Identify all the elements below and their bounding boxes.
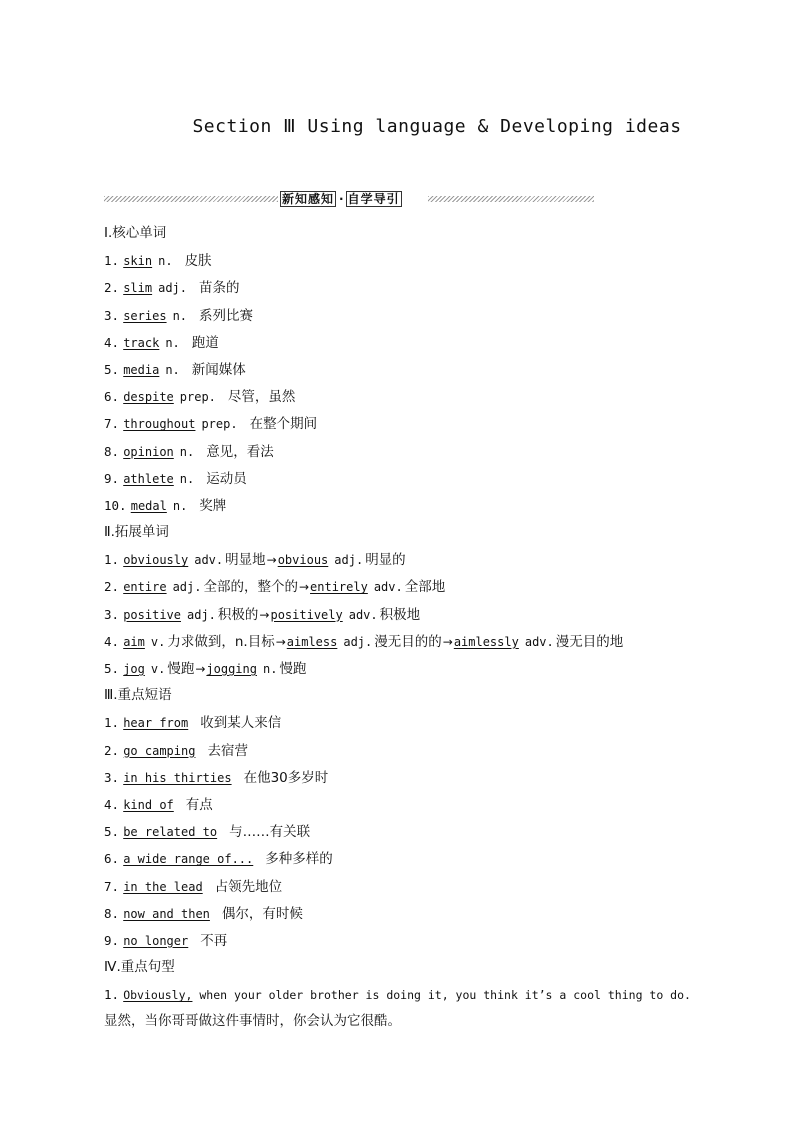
item-number: 3. [104,307,120,323]
answer-blank: athlete [123,471,174,486]
meaning: 慢跑 [279,661,307,677]
phrase-item [104,818,704,845]
item-number: 4. [104,334,120,350]
word-item [104,438,704,465]
banner-label-left: 新知感知 [282,192,335,206]
arrow-icon: → [259,607,270,622]
answer-blank: hear from [123,716,189,731]
extended-words-list [104,546,704,682]
meaning: 偶尔，有时候 [221,905,303,922]
answer-blank: Obviously, [123,988,193,1003]
part-of-speech: adv. [524,634,554,649]
answer-blank: aimlessly [453,634,519,649]
meaning: 占领先地位 [214,878,283,895]
section-heading-key-sentences: Ⅳ.重点句型 [104,959,175,976]
item-number: 9. [104,932,120,948]
worksheet-content [104,220,704,1036]
sentence-text: when your older brother is doing it, you think it’s a cool thing to do. [192,988,691,1003]
item-number: 7. [104,416,120,432]
meaning: 意见，看法 [206,443,274,460]
item-number: 4. [104,796,120,812]
item-number: 2. [104,280,120,296]
item-number: 8. [104,443,120,459]
answer-blank: a wide range of... [123,852,254,867]
item-number: 4. [104,633,120,649]
meaning: 在整个期间 [249,416,318,433]
answer-blank: slim [123,281,153,296]
arrow-icon: → [298,580,310,595]
meaning: 积极的 [217,606,259,623]
answer-blank: skin [123,254,153,269]
part-of-speech: n. [172,498,188,513]
banner-tag [280,190,403,208]
meaning: 奖牌 [199,497,227,514]
part-of-speech: adj. [158,281,188,296]
section-heading-core-words: Ⅰ.核心单词 [104,225,167,241]
answer-blank: media [123,362,160,377]
part-of-speech: prep. [179,390,216,405]
meaning: 在他30多岁时 [243,769,329,786]
part-of-speech: n. [158,254,173,269]
phrase-item [104,900,704,927]
part-of-speech: adj. [187,607,216,622]
meaning: 漫无目的的 [374,633,442,650]
phrase-item [104,764,704,791]
arrow-icon: → [195,662,206,676]
word-item [104,383,704,410]
phrase-item [104,737,704,764]
answer-blank: in the lead [123,879,203,894]
answer-blank: obvious [277,553,329,568]
phrase-item [104,927,704,954]
part-of-speech: adj. [334,553,364,568]
item-number: 1. [104,715,120,731]
meaning: 系列比赛 [199,307,254,324]
answer-blank: series [123,308,167,323]
arrow-icon: → [275,634,286,649]
banner-hatch-right [428,196,594,202]
part-of-speech: adj. [343,634,373,649]
part-of-speech: adv. [373,580,403,595]
answer-blank: aim [123,634,145,649]
meaning: 新闻媒体 [191,361,246,378]
item-number: 5. [104,824,120,840]
phrase-item [104,709,704,736]
meaning: 全部地 [404,579,446,596]
answer-blank: go camping [123,743,196,758]
item-number: 3. [104,769,120,785]
answer-blank: kind of [123,797,174,812]
phrase-item [104,845,704,872]
meaning: 有点 [185,796,213,813]
item-number: 6. [104,389,120,405]
extended-word-item [104,601,704,628]
part-of-speech: adv. [348,607,378,622]
core-words-list [104,247,704,519]
meaning: 积极地 [379,606,421,623]
word-item [104,302,704,329]
word-item [104,356,704,383]
arrow-icon: → [442,634,453,649]
section-heading-key-phrases: Ⅲ.重点短语 [104,687,172,704]
key-phrases-list [104,709,704,954]
part-of-speech: n. [179,471,195,486]
answer-blank: be related to [123,825,218,840]
answer-blank: positive [123,607,181,622]
item-number: 1. [104,552,120,568]
sentence-translation: 显然，当你哥哥做这件事情时，你会认为它很酷。 [104,1013,401,1030]
word-item [104,329,704,356]
meaning: 苗条的 [199,280,240,297]
answer-blank: now and then [123,906,210,921]
section-heading-extended-words: Ⅱ.拓展单词 [104,524,169,541]
answer-blank: track [123,335,160,350]
item-number: 1. [104,987,120,1003]
meaning: 漫无目的地 [555,633,624,650]
answer-blank: entirely [310,580,368,595]
answer-blank: throughout [123,417,196,432]
answer-blank: jogging [206,662,257,676]
part-of-speech: prep. [201,417,238,432]
part-of-speech: n. [172,308,188,323]
meaning: 尽管，虽然 [227,389,296,406]
item-number: 2. [104,579,120,595]
meaning: 运动员 [206,470,247,487]
item-number: 1. [104,253,120,269]
item-number: 6. [104,851,120,867]
answer-blank: despite [123,390,174,405]
banner-hatch-left [104,196,278,202]
extended-word-item [104,546,704,573]
section-banner [104,190,594,208]
meaning: 收到某人来信 [200,715,282,732]
meaning: 多种多样的 [265,851,333,868]
part-of-speech: v. [150,662,166,676]
part-of-speech: v. [150,634,166,649]
item-number: 2. [104,742,120,758]
banner-dot: · [339,192,344,206]
phrase-item [104,873,704,900]
item-number: 10. [104,497,127,513]
extended-word-item [104,655,704,682]
answer-blank: obviously [123,553,189,568]
page-title: Section Ⅲ Using language & Developing ideas [192,116,682,137]
answer-blank: opinion [123,444,174,459]
extended-word-item [104,628,704,655]
extended-word-item [104,573,704,600]
answer-blank: no longer [123,933,189,948]
word-item [104,410,704,437]
meaning: 明显地 [225,552,266,569]
item-number: 5. [104,661,120,676]
phrase-item [104,791,704,818]
item-number: 9. [104,470,120,486]
item-number: 5. [104,361,120,377]
word-item [104,274,704,301]
answer-blank: positively [270,607,343,622]
part-of-speech: n. [165,362,180,377]
part-of-speech: adj. [172,580,202,595]
answer-blank: entire [123,580,167,595]
answer-blank: aimless [286,634,338,649]
word-item [104,465,704,492]
part-of-speech: n. [262,662,278,676]
answer-blank: medal [130,498,167,513]
meaning: 不再 [200,932,228,949]
meaning: 与……有关联 [229,824,311,841]
meaning: 全部的，整个的 [203,579,298,596]
meaning: 去宿营 [207,742,248,759]
item-number: 8. [104,905,120,921]
item-number: 7. [104,878,120,894]
meaning: 跑道 [191,334,219,351]
item-number: 3. [104,606,120,622]
meaning: 明显的 [365,552,406,569]
sentence-item [104,981,704,1008]
part-of-speech: n. [179,444,195,459]
part-of-speech: adv. [194,553,224,568]
meaning: 慢跑 [167,661,195,677]
meaning: 皮肤 [184,253,212,270]
answer-blank: in his thirties [123,770,232,785]
part-of-speech: n. [165,335,180,350]
word-item [104,247,704,274]
answer-blank: jog [123,662,145,676]
word-item [104,492,704,519]
arrow-icon: → [266,553,277,568]
banner-label-right: 自学导引 [347,192,400,206]
meaning: 力求做到，n.目标 [167,633,275,650]
